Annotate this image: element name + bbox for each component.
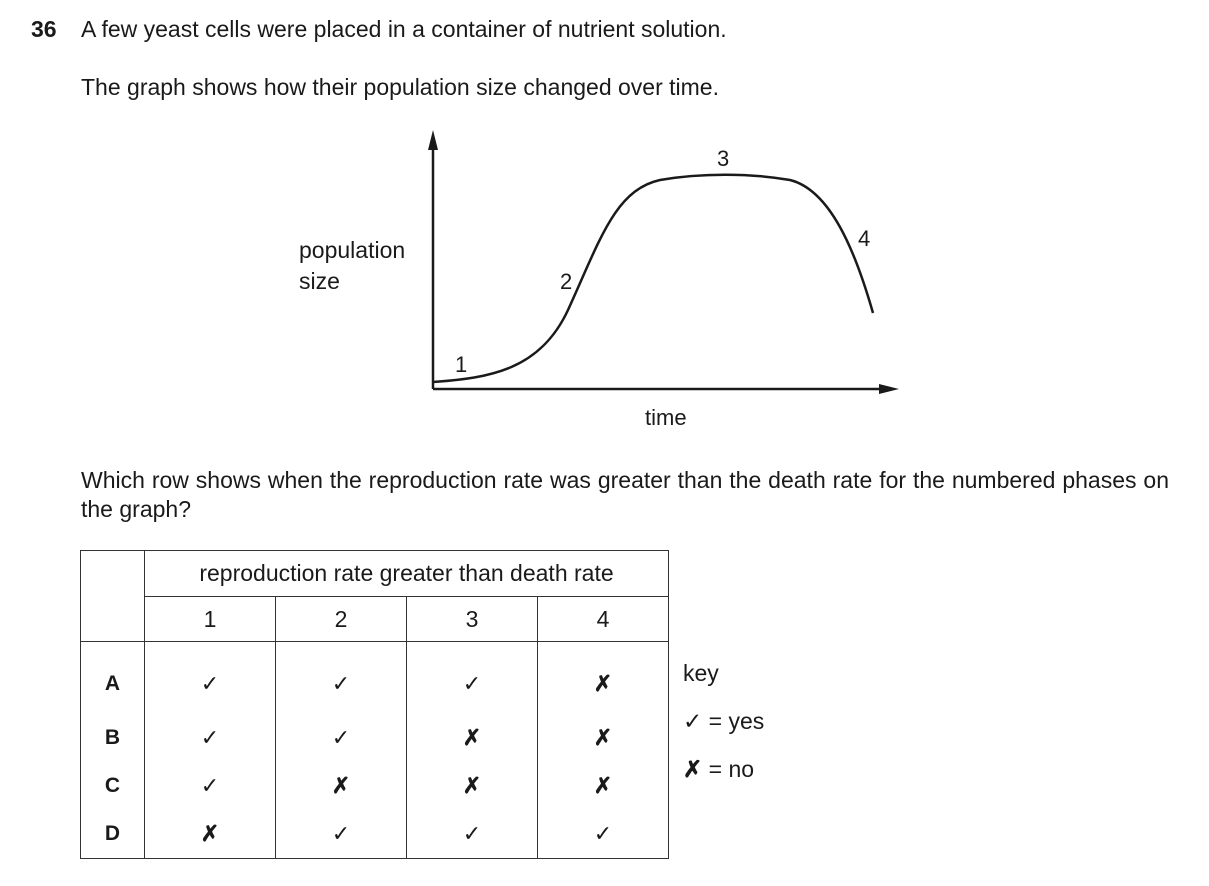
phase-label-2: 2: [560, 269, 573, 294]
key-no: [683, 756, 754, 783]
question-prompt: Which row shows when the reproduction rate was greater than the death rate for the numbered phases on the graph?: [81, 467, 1169, 522]
cell-d-4: ✓: [538, 810, 669, 859]
phase-label-3: 3: [717, 146, 730, 171]
cell-a-3: ✓: [407, 642, 538, 715]
cell-a-2: ✓: [276, 642, 407, 715]
x-axis-arrowhead: [879, 384, 899, 394]
cell-d-1: ✗: [145, 810, 276, 859]
table-header: reproduction rate greater than death rate: [145, 551, 669, 597]
y-axis-label-line2: size: [299, 268, 340, 294]
key-yes: [683, 708, 764, 735]
cell-c-1: ✓: [145, 762, 276, 810]
key-no-text: = no: [702, 756, 755, 782]
x-axis-label: time: [645, 405, 687, 430]
row-letter-a: A: [81, 642, 145, 715]
cross-icon: ✗: [683, 756, 703, 782]
graph-intro: The graph shows how their population size changed over time.: [81, 74, 719, 100]
tick-icon: ✓: [683, 708, 703, 734]
y-axis-label: [299, 235, 405, 297]
key-yes-text: = yes: [702, 708, 765, 734]
question-intro: A few yeast cells were placed in a container of nutrient solution.: [81, 16, 727, 42]
table-row: [81, 714, 669, 762]
column-header-2: 2: [276, 597, 407, 642]
table-column-row: [81, 597, 669, 642]
y-axis-label-line1: population: [299, 237, 406, 263]
cell-b-1: ✓: [145, 714, 276, 762]
phase-label-4: 4: [858, 226, 871, 251]
column-header-3: 3: [407, 597, 538, 642]
answer-table: [80, 550, 669, 859]
row-letter-d: D: [81, 810, 145, 859]
question-number: 36: [31, 16, 57, 42]
row-letter-b: B: [81, 714, 145, 762]
table-corner-cell: [81, 551, 145, 642]
cell-d-3: ✓: [407, 810, 538, 859]
row-letter-c: C: [81, 762, 145, 810]
cell-b-3: ✗: [407, 714, 538, 762]
y-axis-arrowhead: [428, 130, 438, 150]
cell-c-4: ✗: [538, 762, 669, 810]
cell-c-3: ✗: [407, 762, 538, 810]
cell-a-4: ✗: [538, 642, 669, 715]
table-header-row: [81, 551, 669, 597]
cell-b-4: ✗: [538, 714, 669, 762]
column-header-4: 4: [538, 597, 669, 642]
table-row: [81, 762, 669, 810]
cell-a-1: ✓: [145, 642, 276, 715]
population-curve: [433, 175, 873, 382]
column-header-1: 1: [145, 597, 276, 642]
cell-d-2: ✓: [276, 810, 407, 859]
phase-label-1: 1: [455, 352, 468, 377]
key-title: key: [683, 660, 719, 686]
table-row: [81, 810, 669, 859]
cell-b-2: ✓: [276, 714, 407, 762]
table-row: [81, 642, 669, 715]
cell-c-2: ✗: [276, 762, 407, 810]
